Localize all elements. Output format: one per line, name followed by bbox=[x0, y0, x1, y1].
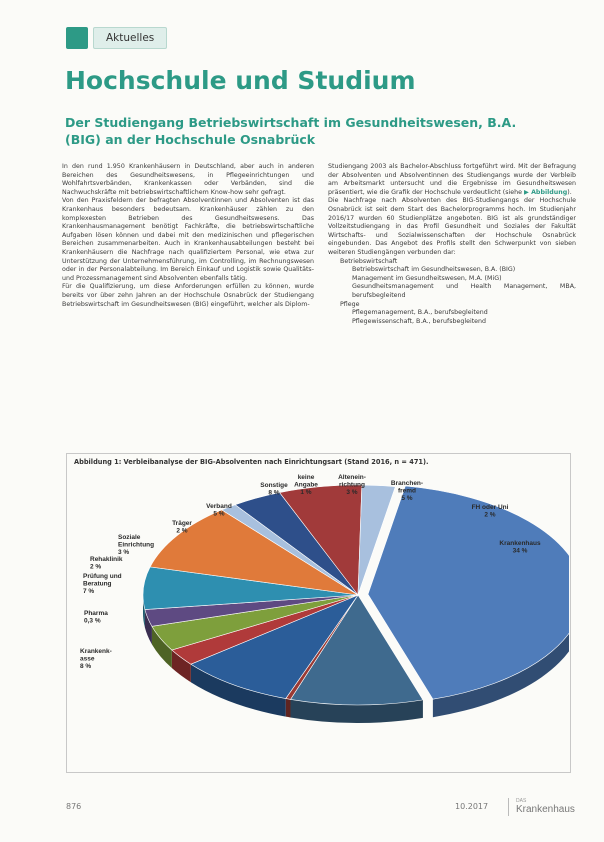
section-tag bbox=[66, 27, 167, 49]
pie-label-0: Krankenhaus 34 % bbox=[499, 540, 541, 555]
journal-logo-main: Krankenhaus bbox=[516, 804, 575, 815]
figure-caption-text: Verbleibanalyse der BIG-Absolventen nach Einrichtungsart (Stand 2016, n = 471). bbox=[123, 458, 429, 466]
article-column-2 bbox=[328, 163, 576, 326]
pie-label-11: Branchen-fremd 5 % bbox=[390, 480, 424, 502]
pie-label-7: Verband 5 % bbox=[206, 503, 232, 518]
col1-paragraph-3: Für die Qualifizierung, um diese Anforderungen erfüllen zu können, wurde bereits vor über zehn Jahren an der Hochschule Osnabrück der Studiengang Betriebswirtschaft im Gesundheitswesen (BIG) eingeführt, welcher als Diplom- bbox=[62, 283, 314, 308]
journal-logo bbox=[516, 798, 575, 815]
pie-chart bbox=[66, 465, 569, 771]
col1-paragraph-1: In den rund 1.950 Krankenhäusern in Deutschland, aber auch in anderen Bereichen des Gesundheitswesens, in Pflegeeinrichtungen und Wohlfahrtsverbänden, Krankenkassen oder Verbänden, sind die Nachwuchskräfte mit betriebswirtschaftlichem Know-how sehr gefragt. bbox=[62, 163, 314, 196]
col2-paragraph-1-text: Studiengang 2003 als Bachelor-Abschluss fortgeführt wird. Mit der Befragung der Absolventen und Absolventinnen des Studiengangs wurde der Verbleib am Arbeitsmarkt untersucht und die Ergebnisse im Gesundheitswesen präsentiert, wie die Grafik der Hochschule verdeutlicht (siehe bbox=[328, 163, 576, 196]
pie-label-12: FH oder Uni 2 % bbox=[471, 504, 509, 519]
pie-label-8: Sonstige 8 % bbox=[260, 482, 288, 497]
pie-label-5: Soziale Einrichtung 3 % bbox=[118, 534, 155, 556]
article-subtitle: Der Studiengang Betriebswirtschaft im Gesundheitswesen, B.A. (BIG) an der Hochschule Osnabrück bbox=[65, 115, 517, 147]
issue-date: 10.2017 bbox=[455, 802, 489, 811]
figure-caption-label: Abbildung 1: bbox=[74, 458, 122, 466]
figure-reference-link[interactable]: Abbildung bbox=[531, 188, 568, 196]
list-heading-2: Pflege bbox=[340, 300, 360, 308]
pie-label-2: Pharma 0,3 % bbox=[84, 610, 108, 625]
list-item-2-2: Pflegewissenschaft, B.A., berufsbegleitend bbox=[352, 317, 487, 325]
figure-reference-arrow: ▶ Abbildung bbox=[524, 188, 568, 196]
pie-label-4: Rehaklinik 2 % bbox=[90, 556, 123, 571]
col2-paragraph-1 bbox=[328, 163, 576, 197]
pie-label-1: Krankenk-asse 8 % bbox=[80, 648, 112, 670]
col2-paragraph-1-end: ). bbox=[567, 188, 572, 196]
list-item-1-3: Gesundheitsmanagement und Health Management, MBA, berufsbegleitend bbox=[352, 283, 576, 299]
footer-divider bbox=[508, 798, 509, 816]
list-item-1-2: Management im Gesundheitswesen, M.A. (MiG) bbox=[352, 274, 502, 282]
page-number: 876 bbox=[66, 802, 82, 811]
section-tag-square bbox=[66, 27, 88, 49]
pie-label-9: keine Angabe 1 % bbox=[294, 474, 318, 496]
pie-slice-side-2 bbox=[286, 699, 291, 718]
journal-logo-small: DAS bbox=[516, 798, 527, 804]
pie-label-10: Altenein-richtung 3 % bbox=[338, 474, 366, 496]
article-column-1 bbox=[62, 163, 314, 309]
list-heading-1: Betriebswirtschaft bbox=[340, 257, 398, 265]
section-tag-label: Aktuelles bbox=[93, 27, 167, 49]
list-item-1-1: Betriebswirtschaft im Gesundheitswesen, B.A. (BIG) bbox=[352, 266, 516, 274]
col2-paragraph-2: Die Nachfrage nach Absolventen des BIG-Studiengangs der Hochschule Osnabrück ist seit dem Start des Bachelorprogramms hoch. Im Studienjahr 2016/17 wurden 60 Studienplätze angeboten. BIG ist als grundständiger Vollzeitstudiengang in das Profil Gesundheit und Soziales der Fakultät Wirtschafts- und Sozialwissenschaften der Hochschule Osnabrück eingebunden. Das Angebot des Profils stellt den Schwerpunkt von sieben weiteren Studiengängen verbunden dar: bbox=[328, 197, 576, 256]
article-title: Hochschule und Studium bbox=[65, 66, 416, 95]
pie-label-6: Träger 2 % bbox=[172, 520, 192, 535]
pie-label-3: Prüfung und Beratung 7 % bbox=[83, 573, 122, 595]
list-item-2-1: Pflegemanagement, B.A., berufsbegleitend bbox=[352, 309, 488, 317]
col1-paragraph-2: Von den Praxisfeldern der befragten Absolventinnen und Absolventen ist das Krankenhaus besonders bedeutsam. Krankenhäuser zählen zu den komplexesten Betrieben des Gesundheitswesens. Das Krankenhausmanagement benötigt Fachkräfte, die betriebswirtschaftliche Aufgaben lösen können und dabei mit den medizinischen und pflegerischen Bereichen zusammenarbeiten. Auch in Krankenhausabteilungen besteht bei Krankenhäusern die Nachfrage nach qualifiziertem Personal, wie etwa zur Unterstützung der Unternehmensführung, im Controlling, im Rechnungswesen oder in der Personalabteilung. Im Bereich Einkauf und Logistik sowie Qualitäts- und Prozessmanagement sind Absolventen ebenfalls tätig. bbox=[62, 197, 314, 282]
